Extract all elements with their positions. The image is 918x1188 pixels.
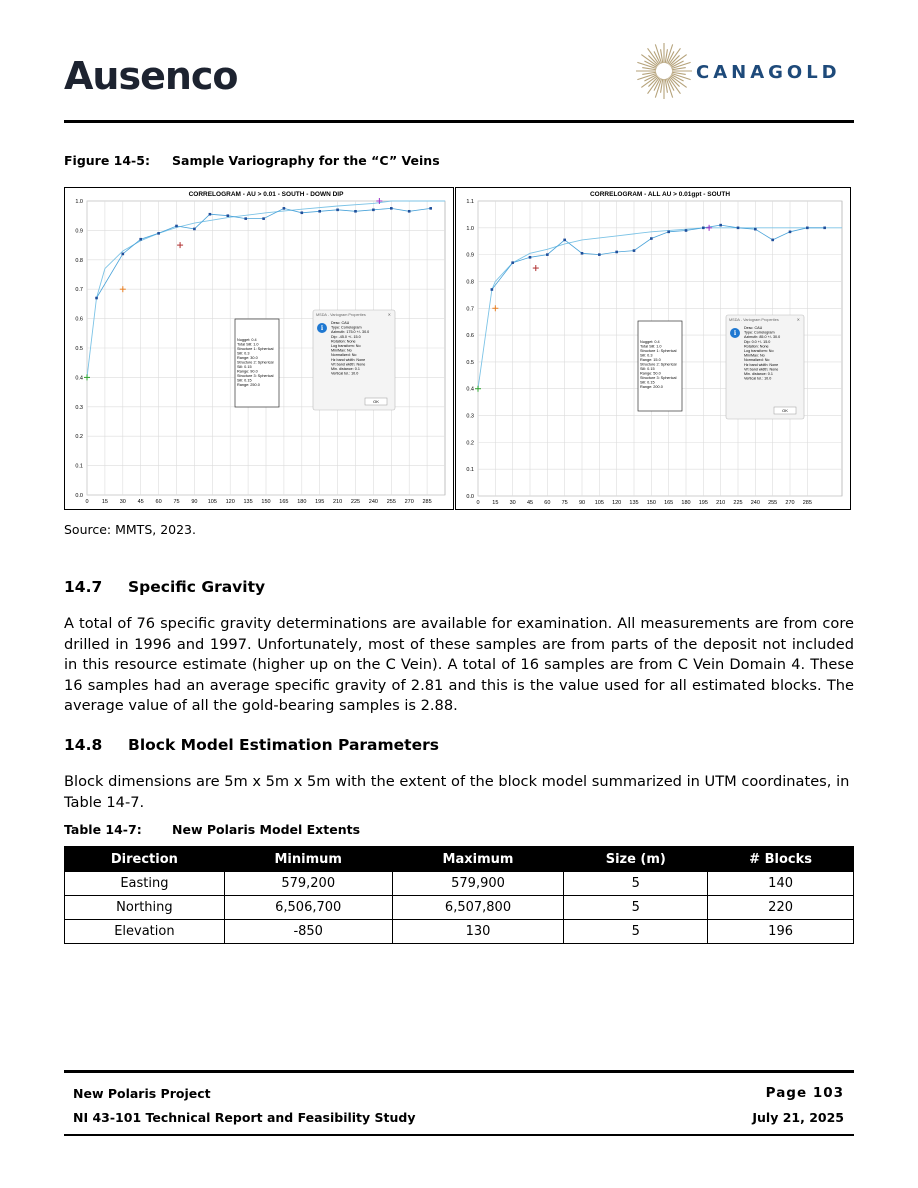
data-point <box>633 249 636 252</box>
x-tick-label: 150 <box>261 499 271 505</box>
model-parameter-line: Structure 2: Spherical <box>640 362 677 367</box>
model-parameter-line: Total Sill: 1.0 <box>237 342 259 347</box>
figure-number: Figure 14-5: <box>64 153 150 168</box>
close-icon: ✕ <box>796 317 800 322</box>
figure-source: Source: MMTS, 2023. <box>64 522 196 537</box>
dialog-line: Min. distance: 0.1 <box>744 372 773 376</box>
x-tick-label: 60 <box>544 500 551 506</box>
model-parameter-line: Nugget: 0.4 <box>237 338 257 342</box>
y-tick-label: 0.0 <box>75 493 83 499</box>
model-parameter-line: Sill: 0.15 <box>237 378 252 383</box>
table-row <box>65 896 854 920</box>
table-cell: 6,506,700 <box>224 896 392 920</box>
x-tick-label: 75 <box>561 500 568 506</box>
data-point <box>754 228 757 231</box>
data-point <box>563 239 566 242</box>
x-tick-label: 45 <box>526 500 534 506</box>
footer-report-title: NI 43-101 Technical Report and Feasibility Study <box>73 1110 416 1125</box>
footer-rule-bottom <box>64 1134 854 1136</box>
x-tick-label: 135 <box>243 499 253 505</box>
data-point <box>667 231 670 234</box>
y-tick-label: 0.6 <box>75 316 83 323</box>
footer-date: July 21, 2025 <box>752 1110 844 1125</box>
x-tick-label: 270 <box>785 500 795 506</box>
header-rule <box>64 120 854 123</box>
data-point <box>95 297 98 300</box>
x-tick-label: 240 <box>750 500 760 506</box>
table-cell: Easting <box>65 872 225 896</box>
table-number: Table 14-7: <box>64 822 142 837</box>
model-parameter-line: Structure 3: Spherical <box>640 376 677 380</box>
x-tick-label: 30 <box>509 500 516 506</box>
table-row <box>65 872 854 896</box>
y-tick-label: 0.7 <box>466 306 474 313</box>
correlogram-right-svg <box>456 188 850 509</box>
model-parameter-line: Total Sill: 1.0 <box>640 344 662 349</box>
dialog-title: MSDA - Variogram Properties <box>729 318 779 322</box>
data-point <box>157 232 160 235</box>
section-heading-14-8 <box>64 736 439 754</box>
figure-caption <box>64 153 440 168</box>
y-tick-label: 0.4 <box>466 386 474 393</box>
table-cell: 579,900 <box>392 872 564 896</box>
dialog-line: Rotation: None <box>331 339 356 344</box>
footer-rule-top <box>64 1070 854 1073</box>
y-tick-label: 1.0 <box>466 225 474 232</box>
y-tick-label: 0.3 <box>466 413 474 420</box>
footer-page-number: Page 103 <box>765 1085 844 1101</box>
data-point <box>511 261 514 264</box>
dialog-line: Azimuth: 85.0 +/- 30.0 <box>744 335 781 340</box>
table-cell: Elevation <box>65 920 225 944</box>
x-tick-label: 90 <box>191 499 198 505</box>
dialog-line: Min/Max: No <box>331 348 352 353</box>
info-icon-glyph: i <box>320 325 324 332</box>
table-cell: -850 <box>224 920 392 944</box>
x-tick-label: 105 <box>594 500 604 506</box>
footer-project: New Polaris Project <box>73 1086 211 1101</box>
data-point <box>244 217 247 220</box>
table-cell: Northing <box>65 896 225 920</box>
dialog-line: Hz band width: None <box>744 362 779 367</box>
figure-title: Sample Variography for the “C” Veins <box>172 153 440 168</box>
data-point <box>529 256 532 259</box>
y-tick-label: 0.8 <box>466 279 474 286</box>
dialog-title: MSDA - Variogram Properties <box>316 313 366 317</box>
x-tick-label: 90 <box>578 500 586 506</box>
y-tick-label: 1.1 <box>466 199 474 205</box>
y-tick-label: 0.0 <box>466 494 474 500</box>
data-point <box>806 227 809 230</box>
data-point <box>193 228 196 231</box>
y-tick-label: 0.2 <box>75 434 83 441</box>
model-parameter-line: Structure 3: Spherical <box>237 374 274 378</box>
dialog-line: Hz band width: None <box>331 357 366 362</box>
data-point <box>719 224 722 227</box>
x-tick-label: 105 <box>207 499 217 505</box>
dialog-line: Vrt band width: None <box>744 367 779 372</box>
model-parameter-line: Sill: 0.15 <box>640 380 655 385</box>
data-point <box>702 227 705 230</box>
close-icon: ✕ <box>387 312 391 317</box>
correlogram-chart-left <box>64 187 454 510</box>
table-cell: 220 <box>708 896 854 920</box>
table-cell: 130 <box>392 920 564 944</box>
table-cell: 5 <box>564 872 708 896</box>
table-cell: 6,507,800 <box>392 896 564 920</box>
column-header: Direction <box>65 847 225 872</box>
data-point <box>408 210 411 213</box>
dialog-line: Type: Correlogram <box>744 330 775 335</box>
data-point <box>737 227 740 230</box>
dialog-line: Azimuth: 175.0 +/- 30.0 <box>331 330 370 335</box>
y-tick-label: 0.6 <box>466 333 474 340</box>
table-cell: 140 <box>708 872 854 896</box>
data-point <box>581 252 584 255</box>
x-tick-label: 225 <box>350 499 361 505</box>
x-tick-label: 210 <box>716 500 726 506</box>
table-cell: 5 <box>564 920 708 944</box>
x-tick-label: 240 <box>368 499 378 505</box>
canagold-logo: CANAGOLD <box>696 62 841 83</box>
x-tick-label: 285 <box>422 499 432 505</box>
data-point <box>390 207 393 210</box>
x-tick-label: 165 <box>279 499 289 505</box>
column-header: Size (m) <box>564 847 708 872</box>
x-tick-label: 120 <box>225 499 235 505</box>
data-point <box>139 238 142 241</box>
data-point <box>122 253 125 256</box>
model-parameter-line: Sill: 0.3 <box>640 353 653 358</box>
model-parameter-line: Range: 200.0 <box>640 385 663 389</box>
data-point <box>283 207 286 210</box>
data-point <box>336 209 339 212</box>
block-model-paragraph: Block dimensions are 5m x 5m x 5m with the extent of the block model summarized in UTM coordinates, in Table 14-7. <box>64 773 850 811</box>
model-parameter-line: Sill: 0.15 <box>640 367 655 371</box>
y-tick-label: 0.8 <box>75 257 83 264</box>
section-number: 14.8 <box>64 736 103 754</box>
x-tick-label: 165 <box>664 500 674 506</box>
x-tick-label: 180 <box>297 499 307 505</box>
data-point <box>789 231 792 234</box>
data-point <box>598 253 601 256</box>
section-title: Specific Gravity <box>128 578 266 596</box>
section-title: Block Model Estimation Parameters <box>128 736 439 754</box>
x-tick-label: 30 <box>119 499 126 505</box>
model-parameter-line: Range: 250.0 <box>237 383 260 387</box>
y-tick-label: 0.9 <box>75 228 83 235</box>
y-tick-label: 0.5 <box>466 359 474 366</box>
x-tick-label: 150 <box>646 500 656 506</box>
column-header: # Blocks <box>708 847 854 872</box>
x-tick-label: 0 <box>476 500 480 506</box>
model-parameter-line: Range: 30.0 <box>237 356 258 360</box>
dialog-line: Min/Max: No <box>744 353 765 358</box>
canagold-sunburst-icon <box>634 40 694 102</box>
ok-button-label: OK <box>782 408 788 413</box>
ok-button-label: OK <box>373 399 379 404</box>
dialog-line: Dip: 0.0 +/- 15.0 <box>744 339 771 344</box>
section-heading-14-7 <box>64 578 265 596</box>
y-tick-label: 0.1 <box>466 467 474 474</box>
x-tick-label: 255 <box>768 500 778 506</box>
table-header-row <box>65 847 854 872</box>
data-point <box>175 225 178 228</box>
ausenco-logo: Ausenco <box>64 54 238 98</box>
dialog-line: Normalized: No <box>331 353 357 358</box>
table-cell: 196 <box>708 920 854 944</box>
model-parameter-line: Range: 50.0 <box>640 371 661 376</box>
data-point <box>429 207 432 210</box>
data-point <box>823 227 826 230</box>
model-parameter-line: Range: 15.0 <box>640 358 661 362</box>
table-caption <box>64 822 360 837</box>
data-point <box>491 288 494 291</box>
y-tick-label: 0.2 <box>466 440 474 447</box>
data-point <box>318 210 321 213</box>
table-title: New Polaris Model Extents <box>172 822 361 837</box>
model-parameter-line: Structure 2: Spherical <box>237 360 274 365</box>
x-tick-label: 135 <box>629 500 639 506</box>
model-parameter-line: Range: 90.0 <box>237 369 258 374</box>
x-tick-label: 270 <box>404 499 414 505</box>
info-icon-glyph: i <box>733 330 737 337</box>
dialog-line: Vertical tol.: 10.0 <box>744 376 772 381</box>
x-tick-label: 195 <box>315 499 325 505</box>
x-tick-label: 75 <box>173 499 180 505</box>
data-point <box>650 237 653 240</box>
x-tick-label: 15 <box>492 500 499 506</box>
x-tick-label: 0 <box>85 499 89 505</box>
x-tick-label: 180 <box>681 500 691 506</box>
x-tick-label: 285 <box>802 500 812 506</box>
chart-title: CORRELOGRAM - AU > 0.01 - SOUTH - DOWN DIP <box>188 191 344 198</box>
data-point <box>685 229 688 232</box>
x-tick-label: 210 <box>333 499 343 505</box>
model-parameter-line: Structure 1: Spherical <box>640 349 677 353</box>
x-tick-label: 225 <box>733 500 743 506</box>
dialog-line: Log transform: No <box>744 349 774 353</box>
x-tick-label: 45 <box>137 499 144 505</box>
y-tick-label: 0.4 <box>75 375 83 382</box>
dialog-line: Dip: -45.0 +/- 15.0 <box>331 334 361 339</box>
x-tick-label: 60 <box>155 499 162 505</box>
dialog-line: Log transform: No <box>331 344 361 348</box>
data-point <box>372 209 375 212</box>
model-extents-table <box>64 846 854 944</box>
dialog-line: Rotation: None <box>744 344 769 349</box>
y-tick-label: 0.7 <box>75 287 83 294</box>
model-parameter-line: Nugget: 0.4 <box>640 340 660 344</box>
data-point <box>227 214 230 217</box>
section-number: 14.7 <box>64 578 103 596</box>
dialog-line: Type: Correlogram <box>331 325 362 330</box>
correlogram-left-svg <box>65 188 453 509</box>
model-parameter-line: Sill: 0.15 <box>237 365 252 369</box>
data-point <box>615 251 618 254</box>
column-header: Minimum <box>224 847 392 872</box>
y-tick-label: 0.1 <box>75 463 83 470</box>
dialog-line: Desc: CAU <box>744 326 763 330</box>
y-tick-label: 0.5 <box>75 346 83 352</box>
y-tick-label: 0.9 <box>466 252 474 259</box>
dialog-line: Vertical tol.: 10.0 <box>331 371 359 376</box>
model-parameter-line: Structure 1: Spherical <box>237 347 274 351</box>
table-cell: 579,200 <box>224 872 392 896</box>
dialog-line: Min. distance: 0.1 <box>331 367 360 371</box>
model-parameter-line: Sill: 0.3 <box>237 351 250 356</box>
table-row <box>65 920 854 944</box>
dialog-line: Vrt band width: None <box>331 362 366 367</box>
correlogram-chart-right <box>455 187 851 510</box>
x-tick-label: 120 <box>612 500 622 506</box>
data-point <box>301 211 304 214</box>
dialog-line: Normalized: No <box>744 358 770 363</box>
y-tick-label: 0.3 <box>75 404 83 411</box>
specific-gravity-paragraph: A total of 76 specific gravity determinations are available for examination. All measurements are from core drilled in 1996 and 1997. Unfortunately, most of these samples are from parts of the deposit not included in this resource estimate (higher up on the C Vein). A total of 16 samples are from C Vein Domain 4. These 16 samples had an average specific gravity of 2.81 and this is the value used for all estimated blocks. The average value of all the gold-bearing samples is 2.88. <box>64 615 854 715</box>
data-point <box>209 213 212 216</box>
data-point <box>546 253 549 256</box>
column-header: Maximum <box>392 847 564 872</box>
y-tick-label: 1.0 <box>75 199 83 205</box>
table-cell: 5 <box>564 896 708 920</box>
x-tick-label: 255 <box>386 499 396 505</box>
data-point <box>354 210 357 213</box>
data-point <box>262 217 265 220</box>
chart-title: CORRELOGRAM - ALL AU > 0.01gpt - SOUTH <box>589 191 731 198</box>
dialog-line: Desc: CAU <box>331 321 350 325</box>
x-tick-label: 195 <box>698 500 708 506</box>
data-point <box>771 239 774 242</box>
x-tick-label: 15 <box>101 499 108 505</box>
